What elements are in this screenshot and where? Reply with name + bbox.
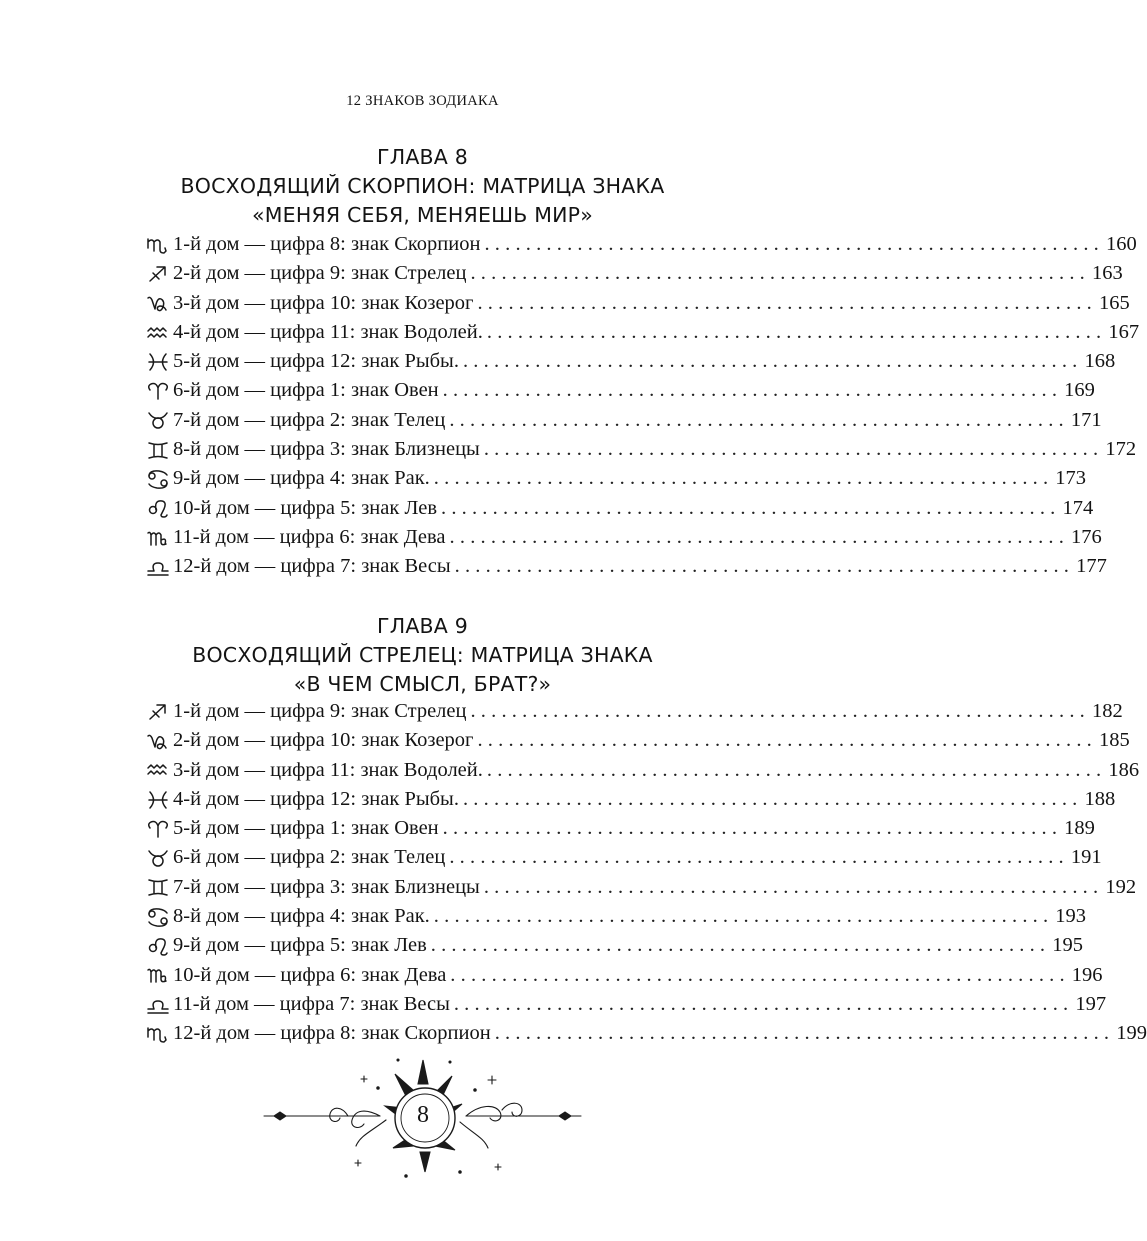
capricorn-icon (144, 730, 172, 752)
scorpio-icon (144, 1023, 172, 1045)
toc-page-number: 160 (1105, 233, 1137, 255)
dot-leader: ............................................................ (433, 467, 1054, 490)
toc-entry[interactable] (144, 376, 1095, 405)
dot-leader: ............................................................ (462, 350, 1083, 373)
dot-leader: ............................................................ (483, 438, 1104, 461)
toc-page-number: 182 (1091, 700, 1123, 722)
pisces-icon (144, 351, 172, 373)
dot-leader: ............................................................ (477, 729, 1097, 752)
toc-entry[interactable] (144, 990, 1107, 1019)
dot-leader: ............................................................ (433, 905, 1054, 928)
dot-leader: ............................................................ (449, 846, 1069, 869)
toc-page-number: 167 (1108, 320, 1140, 343)
gemini-icon (144, 439, 172, 461)
toc-page-number: 189 (1064, 817, 1095, 840)
toc-page-number: 199 (1116, 1022, 1147, 1045)
taurus-icon (144, 847, 172, 869)
toc-entry[interactable] (144, 230, 1137, 259)
toc-entry-title: 6-й дом — цифра 2: знак Телец (173, 846, 446, 869)
chapter-8 (0, 143, 845, 230)
toc-page-number: 188 (1084, 787, 1116, 810)
toc-entry-title: 5-й дом — цифра 12: знак Рыбы. (173, 350, 459, 373)
dot-leader: ............................................................ (430, 934, 1051, 957)
toc-entry[interactable] (144, 552, 1107, 581)
toc-entry-title: 1-й дом — цифра 8: знак Скорпион (173, 233, 481, 255)
pisces-icon (144, 789, 172, 811)
toc-entry[interactable] (144, 435, 1137, 464)
toc-entry[interactable] (144, 873, 1137, 902)
toc-entry-title: 12-й дом — цифра 7: знак Весы (173, 555, 451, 578)
toc-page-number: 172 (1105, 438, 1137, 461)
toc-page-number: 165 (1098, 291, 1130, 314)
toc-entry[interactable] (144, 406, 1102, 435)
toc-entry-title: 11-й дом — цифра 6: знак Дева (173, 525, 446, 548)
toc-entry-title: 7-й дом — цифра 2: знак Телец (173, 408, 446, 431)
dot-leader: ............................................................ (450, 963, 1070, 986)
dot-leader: ............................................................ (442, 817, 1063, 840)
leo-icon (144, 935, 172, 957)
sagittarius-icon (144, 701, 172, 723)
virgo-icon (144, 527, 172, 549)
chapter-subtitle: «МЕНЯЯ СЕБЯ, МЕНЯЕШЬ МИР» (252, 203, 593, 227)
cancer-icon (144, 906, 172, 928)
toc-page-number: 171 (1070, 408, 1102, 431)
toc-page-number: 186 (1108, 758, 1140, 781)
toc-page-number: 192 (1105, 875, 1137, 898)
toc-entry-title: 2-й дом — цифра 9: знак Стрелец (173, 262, 467, 285)
dot-leader: ............................................................ (449, 525, 1070, 548)
toc-page-number: 197 (1075, 992, 1107, 1015)
gemini-icon (144, 876, 172, 898)
toc-entry[interactable] (144, 318, 1140, 347)
toc-list-chapter-8 (144, 230, 1140, 582)
toc-entry-title: 1-й дом — цифра 9: знак Стрелец (173, 700, 467, 722)
scorpio-icon (144, 234, 172, 256)
aries-icon (144, 818, 172, 840)
virgo-icon (144, 964, 172, 986)
toc-page-number: 177 (1076, 555, 1107, 578)
toc-entry-title: 3-й дом — цифра 10: знак Козерог (173, 291, 474, 314)
dot-leader: ............................................................ (494, 1022, 1115, 1045)
dot-leader: ............................................................ (483, 875, 1104, 898)
toc-entry-title: 10-й дом — цифра 5: знак Лев (173, 496, 437, 519)
libra-icon (144, 556, 172, 578)
toc-entry[interactable] (144, 289, 1130, 318)
toc-entry[interactable] (144, 961, 1103, 990)
aries-icon (144, 380, 172, 402)
chapter-subtitle: «В ЧЕМ СМЫСЛ, БРАТ?» (293, 672, 552, 696)
toc-page-number: 176 (1071, 525, 1102, 548)
toc-entry-title: 3-й дом — цифра 11: знак Водолей. (173, 758, 483, 781)
toc-page-number: 193 (1055, 905, 1087, 928)
toc-page-number: 191 (1070, 846, 1102, 869)
capricorn-icon (144, 292, 172, 314)
toc-page-number: 195 (1052, 934, 1083, 957)
aquarius-icon (144, 759, 172, 781)
toc-entry-title: 9-й дом — цифра 4: знак Рак. (173, 467, 430, 490)
dot-leader: ............................................................ (486, 758, 1107, 781)
chapter-title: ВОСХОДЯЩИЙ СТРЕЛЕЦ: МАТРИЦА ЗНАКА (192, 643, 653, 667)
toc-entry[interactable] (144, 1019, 1147, 1048)
dot-leader: ............................................................ (453, 992, 1074, 1015)
toc-entry[interactable] (144, 902, 1087, 931)
chapter-label: ГЛАВА 8 (377, 145, 468, 169)
toc-entry[interactable] (144, 726, 1130, 755)
toc-entry[interactable] (144, 756, 1140, 785)
toc-entry[interactable] (144, 931, 1083, 960)
aquarius-icon (144, 322, 172, 344)
toc-entry-title: 4-й дом — цифра 12: знак Рыбы. (173, 787, 459, 810)
toc-entry-title: 7-й дом — цифра 3: знак Близнецы (173, 875, 480, 898)
cancer-icon (144, 468, 172, 490)
sagittarius-icon (144, 263, 172, 285)
chapter-title: ВОСХОДЯЩИЙ СКОРПИОН: МАТРИЦА ЗНАКА (180, 174, 665, 198)
dot-leader: ............................................................ (470, 700, 1090, 722)
toc-entry[interactable] (144, 259, 1123, 288)
toc-entry-title: 9-й дом — цифра 5: знак Лев (173, 934, 427, 957)
dot-leader: ............................................................ (484, 233, 1104, 255)
toc-entry-title: 5-й дом — цифра 1: знак Овен (173, 817, 439, 840)
chapter-label: ГЛАВА 9 (377, 614, 468, 638)
toc-list-chapter-9 (144, 697, 1147, 1049)
toc-entry-title: 2-й дом — цифра 10: знак Козерог (173, 729, 474, 752)
toc-page-number: 163 (1091, 262, 1123, 285)
dot-leader: ............................................................ (470, 262, 1090, 285)
toc-entry[interactable] (144, 785, 1116, 814)
dot-leader: ............................................................ (486, 320, 1107, 343)
toc-page-number: 196 (1071, 963, 1103, 986)
toc-entry-title: 10-й дом — цифра 6: знак Дева (173, 963, 447, 986)
dot-leader: ............................................................ (454, 555, 1075, 578)
toc-entry-title: 8-й дом — цифра 3: знак Близнецы (173, 438, 480, 461)
toc-entry[interactable] (144, 814, 1095, 843)
toc-entry[interactable] (144, 347, 1116, 376)
toc-page-number: 169 (1064, 379, 1095, 402)
toc-entry-title: 11-й дом — цифра 7: знак Весы (173, 992, 450, 1015)
page-number: 8 (417, 1102, 429, 1128)
toc-entry[interactable] (144, 494, 1094, 523)
toc-entry-title: 4-й дом — цифра 11: знак Водолей. (173, 320, 483, 343)
dot-leader: ............................................................ (442, 379, 1063, 402)
dot-leader: ............................................................ (477, 291, 1097, 314)
toc-entry[interactable] (144, 523, 1102, 552)
dot-leader: ............................................................ (441, 496, 1061, 519)
toc-page-number: 173 (1055, 467, 1087, 490)
toc-entry[interactable] (144, 697, 1123, 726)
dot-leader: ............................................................ (449, 408, 1069, 431)
toc-entry[interactable] (144, 464, 1087, 493)
toc-page-number: 168 (1084, 350, 1116, 373)
toc-entry[interactable] (144, 843, 1102, 872)
toc-entry-title: 6-й дом — цифра 1: знак Овен (173, 379, 439, 402)
toc-entry-title: 8-й дом — цифра 4: знак Рак. (173, 905, 430, 928)
libra-icon (144, 994, 172, 1016)
leo-icon (144, 497, 172, 519)
running-head: 12 ЗНАКОВ ЗОДИАКА (346, 93, 499, 109)
dot-leader: ............................................................ (462, 787, 1083, 810)
toc-entry-title: 12-й дом — цифра 8: знак Скорпион (173, 1022, 491, 1045)
toc-page-number: 185 (1098, 729, 1130, 752)
taurus-icon (144, 409, 172, 431)
chapter-9 (0, 612, 845, 699)
toc-page-number: 174 (1062, 496, 1094, 519)
